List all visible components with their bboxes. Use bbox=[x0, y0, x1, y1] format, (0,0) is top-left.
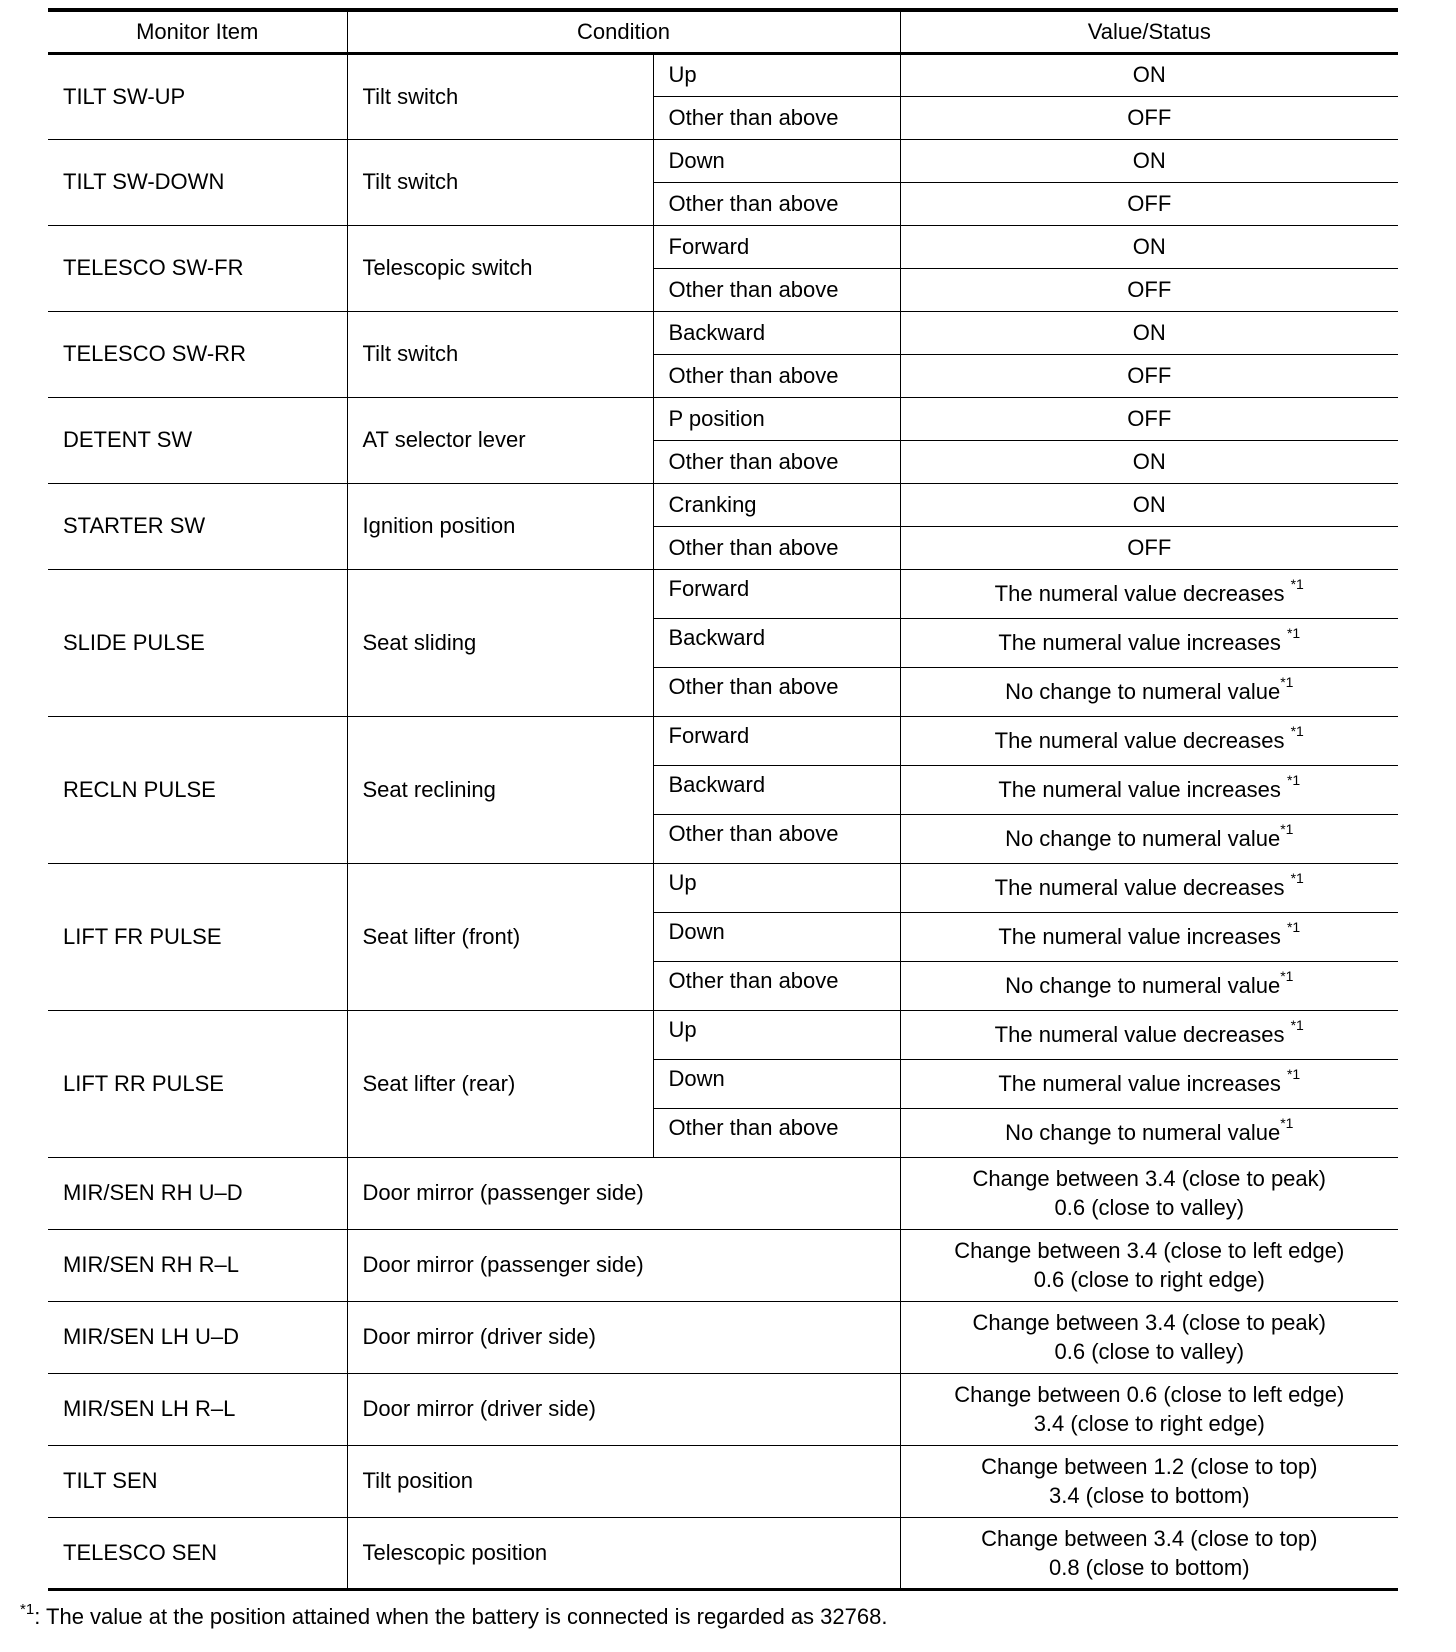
condition-tilt-sen: Tilt position bbox=[347, 1445, 900, 1517]
footnote-ref: *1 bbox=[1290, 870, 1304, 887]
value-text: The numeral value decreases bbox=[994, 580, 1291, 606]
table-row bbox=[48, 1517, 1398, 1589]
value-status bbox=[900, 618, 1398, 667]
sub-condition: Backward bbox=[653, 311, 900, 354]
monitor-item-tilt-sw-down: TILT SW-DOWN bbox=[48, 139, 347, 225]
value-status bbox=[900, 1010, 1398, 1059]
monitor-item-lift-rr-pulse: LIFT RR PULSE bbox=[48, 1010, 347, 1157]
value-text: No change to numeral value bbox=[1005, 1119, 1281, 1145]
value-text: OFF bbox=[1127, 405, 1172, 431]
sub-condition: P position bbox=[653, 397, 900, 440]
table-row bbox=[48, 1229, 1398, 1301]
monitor-item-detent-sw: DETENT SW bbox=[48, 397, 347, 483]
value-status bbox=[900, 483, 1398, 526]
footnote-text: : The value at the position attained when the battery is connected is regarded as 32768. bbox=[34, 1604, 888, 1629]
sub-condition: Other than above bbox=[653, 440, 900, 483]
header-value-status: Value/Status bbox=[900, 10, 1398, 53]
value-text: The numeral value decreases bbox=[994, 874, 1291, 900]
sub-condition: Up bbox=[653, 863, 900, 912]
monitor-item-tilt-sw-up: TILT SW-UP bbox=[48, 53, 347, 139]
table-row bbox=[48, 1010, 1398, 1059]
condition-starter-sw: Ignition position bbox=[347, 483, 653, 569]
value-status bbox=[900, 397, 1398, 440]
value-text: The numeral value increases bbox=[998, 1070, 1287, 1096]
sub-condition: Down bbox=[653, 1059, 900, 1108]
header-condition: Condition bbox=[347, 10, 900, 53]
value-status bbox=[900, 139, 1398, 182]
sub-condition: Other than above bbox=[653, 961, 900, 1010]
sub-condition: Other than above bbox=[653, 1108, 900, 1157]
monitor-item-mir-sen-rh-r-l: MIR/SEN RH R–L bbox=[48, 1229, 347, 1301]
value-text: OFF bbox=[1127, 104, 1172, 130]
footnote-ref: *1 bbox=[1280, 674, 1294, 691]
value-line: Change between 0.6 (close to left edge) bbox=[954, 1382, 1345, 1407]
condition-tilt-sw-up: Tilt switch bbox=[347, 53, 653, 139]
footnote-ref: *1 bbox=[1290, 1017, 1304, 1034]
sub-condition: Other than above bbox=[653, 526, 900, 569]
monitor-item-recln-pulse: RECLN PULSE bbox=[48, 716, 347, 863]
sub-condition: Other than above bbox=[653, 268, 900, 311]
value-text: OFF bbox=[1127, 534, 1172, 560]
value-text: OFF bbox=[1127, 190, 1172, 216]
sub-condition: Other than above bbox=[653, 182, 900, 225]
sub-condition: Forward bbox=[653, 716, 900, 765]
value-status bbox=[900, 814, 1398, 863]
value-text: The numeral value increases bbox=[998, 776, 1287, 802]
value-text: The numeral value decreases bbox=[994, 1021, 1291, 1047]
condition-mir-sen-rh-u-d: Door mirror (passenger side) bbox=[347, 1157, 900, 1229]
value-line: 0.6 (close to right edge) bbox=[1033, 1267, 1265, 1292]
value-line: Change between 3.4 (close to peak) bbox=[972, 1310, 1326, 1335]
sub-condition: Other than above bbox=[653, 354, 900, 397]
value-status bbox=[900, 1301, 1398, 1373]
value-text: ON bbox=[1132, 147, 1166, 173]
monitor-item-mir-sen-lh-u-d: MIR/SEN LH U–D bbox=[48, 1301, 347, 1373]
value-status bbox=[900, 96, 1398, 139]
value-line: 3.4 (close to right edge) bbox=[1033, 1411, 1265, 1436]
value-status bbox=[900, 912, 1398, 961]
footnote-ref: *1 bbox=[1280, 968, 1294, 985]
table-row bbox=[48, 1445, 1398, 1517]
sub-condition: Down bbox=[653, 139, 900, 182]
value-status bbox=[900, 268, 1398, 311]
value-text: ON bbox=[1132, 448, 1166, 474]
value-line: 0.6 (close to valley) bbox=[1054, 1339, 1245, 1364]
sub-condition: Other than above bbox=[653, 96, 900, 139]
table-row bbox=[48, 53, 1398, 96]
value-status bbox=[900, 961, 1398, 1010]
condition-telesco-sw-fr: Telescopic switch bbox=[347, 225, 653, 311]
value-status bbox=[900, 1157, 1398, 1229]
monitor-item-telesco-sw-fr: TELESCO SW-FR bbox=[48, 225, 347, 311]
value-status bbox=[900, 311, 1398, 354]
footnote-ref: *1 bbox=[1286, 1066, 1301, 1083]
value-line: Change between 1.2 (close to top) bbox=[981, 1454, 1318, 1479]
table-row bbox=[48, 139, 1398, 182]
monitor-item-telesco-sen: TELESCO SEN bbox=[48, 1517, 347, 1589]
table-row bbox=[48, 863, 1398, 912]
table-row bbox=[48, 1157, 1398, 1229]
value-status bbox=[900, 182, 1398, 225]
monitor-item-slide-pulse: SLIDE PULSE bbox=[48, 569, 347, 716]
condition-tilt-sw-down: Tilt switch bbox=[347, 139, 653, 225]
table-row bbox=[48, 716, 1398, 765]
value-status bbox=[900, 1108, 1398, 1157]
sub-condition: Backward bbox=[653, 618, 900, 667]
table-row bbox=[48, 225, 1398, 268]
table-row bbox=[48, 569, 1398, 618]
value-text: ON bbox=[1132, 491, 1166, 517]
value-status bbox=[900, 1373, 1398, 1445]
value-status bbox=[900, 354, 1398, 397]
table-row bbox=[48, 397, 1398, 440]
condition-telesco-sen: Telescopic position bbox=[347, 1517, 900, 1589]
value-text: The numeral value decreases bbox=[994, 727, 1291, 753]
value-status bbox=[900, 569, 1398, 618]
sub-condition: Down bbox=[653, 912, 900, 961]
value-text: ON bbox=[1132, 319, 1166, 345]
condition-recln-pulse: Seat reclining bbox=[347, 716, 653, 863]
value-status bbox=[900, 225, 1398, 268]
value-status bbox=[900, 765, 1398, 814]
value-status bbox=[900, 53, 1398, 96]
sub-condition: Forward bbox=[653, 225, 900, 268]
value-line: Change between 3.4 (close to peak) bbox=[972, 1166, 1326, 1191]
monitor-item-starter-sw: STARTER SW bbox=[48, 483, 347, 569]
monitor-item-mir-sen-lh-r-l: MIR/SEN LH R–L bbox=[48, 1373, 347, 1445]
sub-condition: Up bbox=[653, 1010, 900, 1059]
sub-condition: Forward bbox=[653, 569, 900, 618]
value-text: No change to numeral value bbox=[1005, 972, 1281, 998]
table-row bbox=[48, 1373, 1398, 1445]
condition-mir-sen-lh-r-l: Door mirror (driver side) bbox=[347, 1373, 900, 1445]
condition-detent-sw: AT selector lever bbox=[347, 397, 653, 483]
value-status bbox=[900, 526, 1398, 569]
table-row bbox=[48, 1301, 1398, 1373]
table-header-row bbox=[48, 10, 1398, 53]
value-line: Change between 3.4 (close to left edge) bbox=[954, 1238, 1345, 1263]
value-status bbox=[900, 1059, 1398, 1108]
footnote bbox=[20, 1600, 888, 1630]
sub-condition: Cranking bbox=[653, 483, 900, 526]
monitor-item-table bbox=[48, 8, 1398, 1591]
footnote-ref: *1 bbox=[1286, 772, 1301, 789]
table-body bbox=[48, 53, 1398, 1589]
footnote-ref: *1 bbox=[1286, 625, 1301, 642]
monitor-item-tilt-sen: TILT SEN bbox=[48, 1445, 347, 1517]
monitor-item-lift-fr-pulse: LIFT FR PULSE bbox=[48, 863, 347, 1010]
table-row bbox=[48, 311, 1398, 354]
value-status bbox=[900, 1517, 1398, 1589]
value-status bbox=[900, 1229, 1398, 1301]
value-status bbox=[900, 1445, 1398, 1517]
value-text: OFF bbox=[1127, 276, 1172, 302]
value-status bbox=[900, 863, 1398, 912]
value-text: OFF bbox=[1127, 362, 1172, 388]
value-status bbox=[900, 440, 1398, 483]
condition-mir-sen-lh-u-d: Door mirror (driver side) bbox=[347, 1301, 900, 1373]
value-line: 0.6 (close to valley) bbox=[1054, 1195, 1245, 1220]
sub-condition: Up bbox=[653, 53, 900, 96]
sub-condition: Other than above bbox=[653, 814, 900, 863]
condition-telesco-sw-rr: Tilt switch bbox=[347, 311, 653, 397]
monitor-item-telesco-sw-rr: TELESCO SW-RR bbox=[48, 311, 347, 397]
monitor-item-mir-sen-rh-u-d: MIR/SEN RH U–D bbox=[48, 1157, 347, 1229]
value-line: 3.4 (close to bottom) bbox=[1048, 1483, 1250, 1508]
value-text: ON bbox=[1132, 62, 1166, 87]
condition-lift-fr-pulse: Seat lifter (front) bbox=[347, 863, 653, 1010]
value-text: No change to numeral value bbox=[1005, 825, 1281, 851]
footnote-ref: *1 bbox=[1280, 1115, 1294, 1132]
footnote-ref: *1 bbox=[1280, 821, 1294, 838]
condition-mir-sen-rh-r-l: Door mirror (passenger side) bbox=[347, 1229, 900, 1301]
value-text: No change to numeral value bbox=[1005, 678, 1281, 704]
value-line: Change between 3.4 (close to top) bbox=[981, 1525, 1318, 1551]
footnote-ref: *1 bbox=[1290, 576, 1304, 593]
value-text: ON bbox=[1132, 233, 1166, 259]
value-status bbox=[900, 667, 1398, 716]
value-text: The numeral value increases bbox=[998, 629, 1287, 655]
value-text: The numeral value increases bbox=[998, 923, 1287, 949]
table-row bbox=[48, 483, 1398, 526]
condition-lift-rr-pulse: Seat lifter (rear) bbox=[347, 1010, 653, 1157]
header-monitor-item: Monitor Item bbox=[48, 10, 347, 53]
sub-condition: Backward bbox=[653, 765, 900, 814]
value-status bbox=[900, 716, 1398, 765]
value-line: 0.8 (close to bottom) bbox=[1048, 1554, 1250, 1580]
footnote-mark: *1 bbox=[20, 1600, 35, 1618]
footnote-ref: *1 bbox=[1286, 919, 1301, 936]
condition-slide-pulse: Seat sliding bbox=[347, 569, 653, 716]
sub-condition: Other than above bbox=[653, 667, 900, 716]
footnote-ref: *1 bbox=[1290, 723, 1304, 740]
